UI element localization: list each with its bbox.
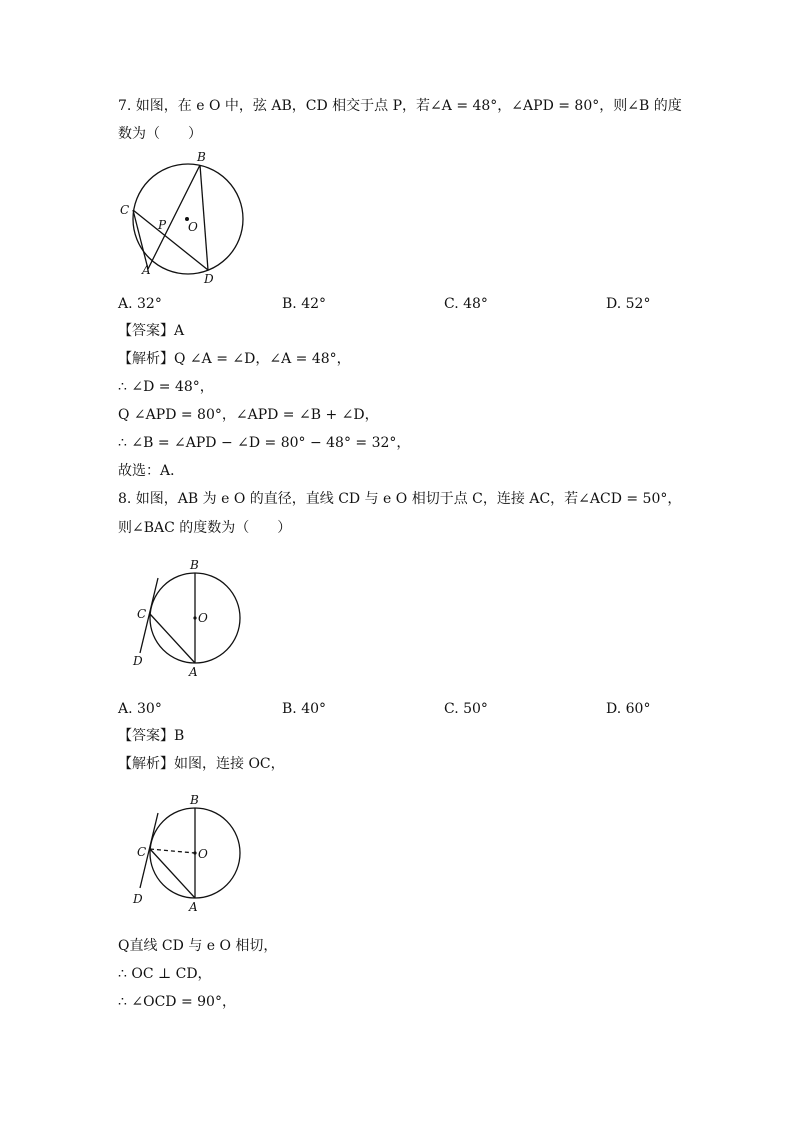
q8-sol-label-c: C bbox=[137, 845, 147, 859]
q8-label-o: O bbox=[198, 611, 208, 625]
q7-label-p: P bbox=[158, 218, 167, 232]
q7-option-c: C. 48° bbox=[444, 296, 488, 312]
q7-analysis-line: 故选：A． bbox=[118, 463, 185, 479]
q8-option-b: B. 40° bbox=[282, 701, 327, 717]
q7-option-d: D. 52° bbox=[606, 296, 651, 312]
q7-label-d: D bbox=[204, 272, 214, 286]
q7-analysis-line: Q ∠APD = 80°，∠APD = ∠B + ∠D， bbox=[118, 407, 379, 423]
q8-stem-line2: 则∠BAC 的度数为（ ） bbox=[118, 520, 292, 536]
q7-option-a: A. 32° bbox=[118, 296, 162, 312]
q7-answer: 【答案】A bbox=[118, 323, 185, 339]
q7-analysis-line: ∴ ∠D = 48°， bbox=[118, 379, 214, 395]
q8-analysis-line: ∴ OC ⊥ CD， bbox=[118, 966, 212, 982]
q8-sol-label-o: O bbox=[198, 847, 208, 861]
q8-label-b: B bbox=[190, 558, 199, 572]
q8-sol-label-d: D bbox=[133, 892, 143, 906]
q8-figure bbox=[128, 555, 248, 680]
q8-sol-label-a: A bbox=[189, 900, 198, 914]
q7-label-a: A bbox=[142, 263, 151, 277]
q8-label-a: A bbox=[189, 665, 198, 679]
q7-stem-line2: 数为（ ） bbox=[118, 126, 202, 142]
q7-analysis-line: 【解析】Q ∠A = ∠D，∠A = 48°， bbox=[118, 351, 351, 367]
q7-label-o: O bbox=[188, 220, 198, 234]
q8-answer: 【答案】B bbox=[118, 728, 185, 744]
q8-stem-line1: 8. 如图，AB 为 e O 的直径，直线 CD 与 e O 相切于点 C，连接 AC，若∠ACD = 50°， bbox=[118, 491, 682, 507]
q8-analysis-line: ∴ ∠OCD = 90°， bbox=[118, 994, 236, 1010]
q8-analysis-intro: 【解析】如图，连接 OC， bbox=[118, 756, 285, 772]
q8-label-d: D bbox=[133, 654, 143, 668]
q8-option-d: D. 60° bbox=[606, 701, 651, 717]
q7-figure bbox=[112, 148, 262, 288]
q7-analysis-line: ∴ ∠B = ∠APD − ∠D = 80° − 48° = 32°， bbox=[118, 435, 411, 451]
q8-analysis-line: Q直线 CD 与 e O 相切， bbox=[118, 938, 278, 954]
q7-label-c: C bbox=[120, 203, 130, 217]
q8-solution-figure bbox=[128, 790, 248, 915]
q7-option-b: B. 42° bbox=[282, 296, 327, 312]
q7-stem-line1: 7. 如图，在 e O 中，弦 AB，CD 相交于点 P，若∠A = 48°，∠APD = 80°，则∠B 的度 bbox=[118, 98, 682, 114]
q8-label-c: C bbox=[137, 607, 147, 621]
q8-option-a: A. 30° bbox=[118, 701, 162, 717]
q7-label-b: B bbox=[197, 150, 206, 164]
q8-sol-label-b: B bbox=[190, 793, 199, 807]
q8-option-c: C. 50° bbox=[444, 701, 488, 717]
